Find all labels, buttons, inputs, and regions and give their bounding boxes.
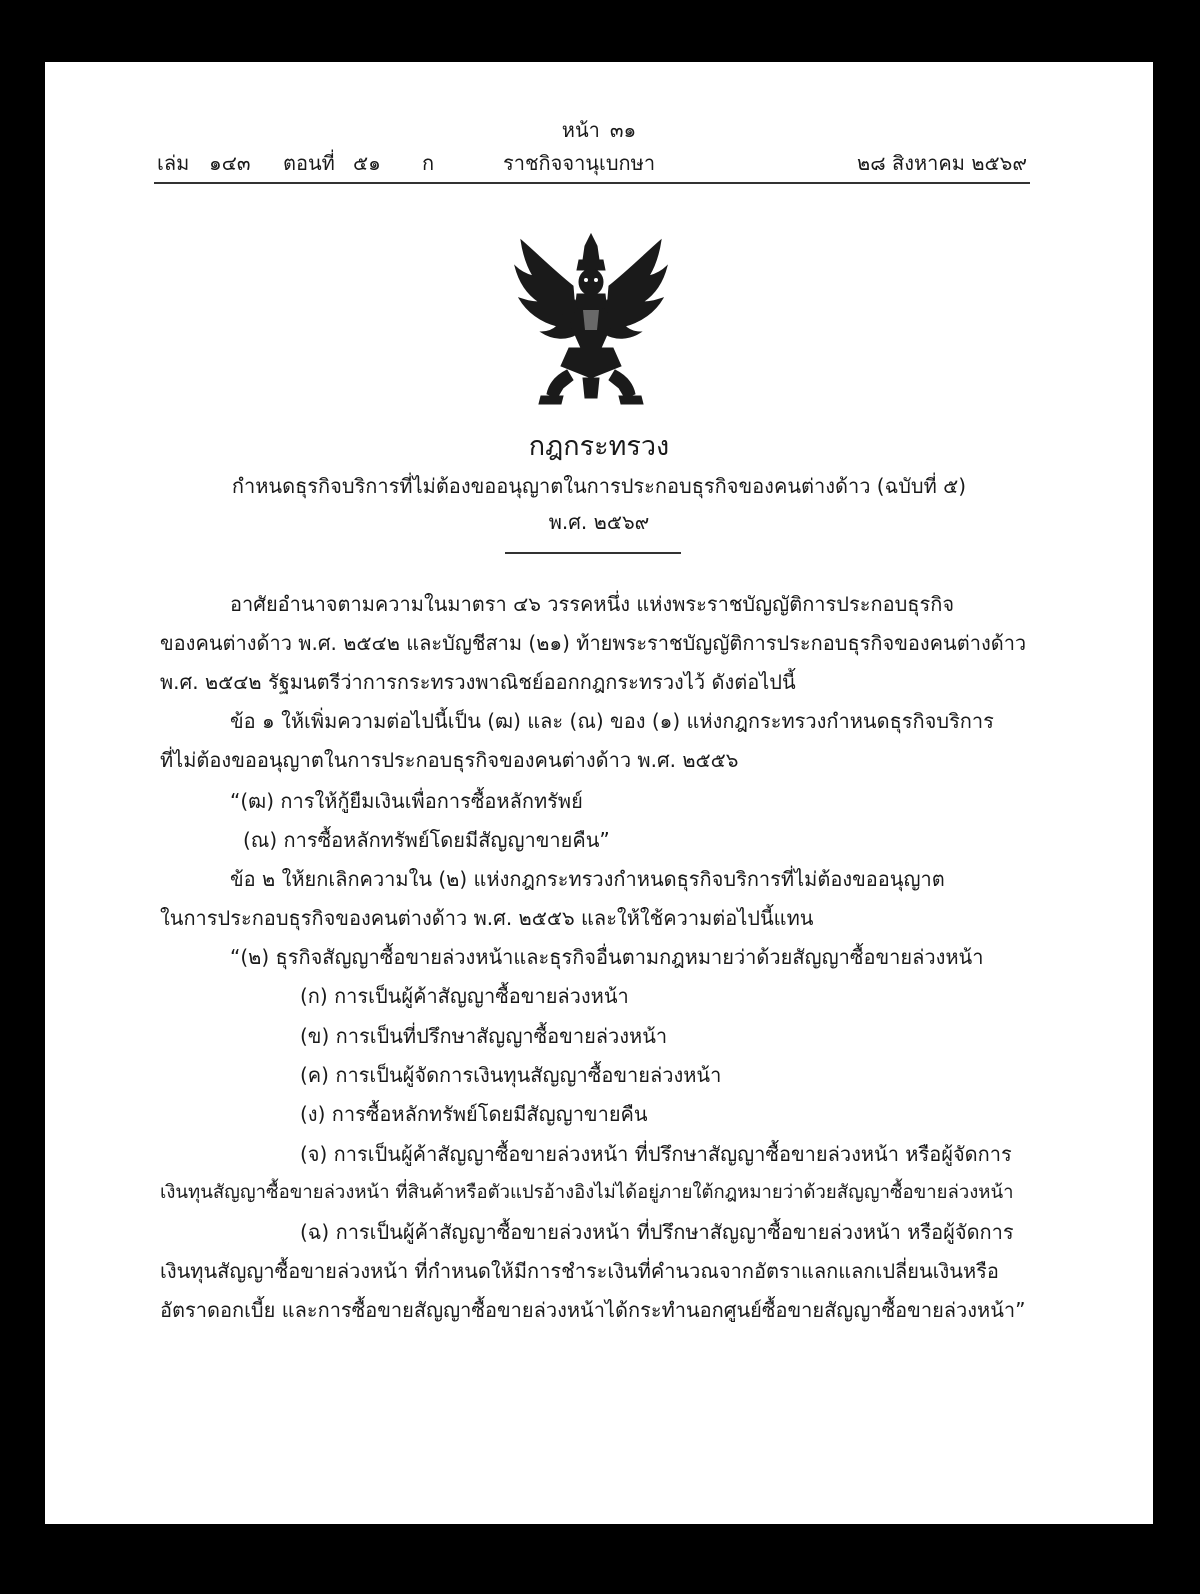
document-subtitle: กำหนดธุรกิจบริการที่ไม่ต้องขออนุญาตในการประกอบธุรกิจของคนต่างด้าว (ฉบับที่ ๕)	[231, 474, 967, 498]
body-line: ข้อ ๑ ให้เพิ่มความต่อไปนี้เป็น (ฒ) และ (ณ) ของ (๑) แห่งกฎกระทรวงกำหนดธุรกิจบริการ	[230, 709, 994, 733]
body-line: (ข) การเป็นที่ปรึกษาสัญญาซื้อขายล่วงหน้า	[300, 1024, 668, 1048]
body-line: “(๒) ธุรกิจสัญญาซื้อขายล่วงหน้าและธุรกิจอื่นตามกฎหมายว่าด้วยสัญญาซื้อขายล่วงหน้า	[230, 945, 984, 969]
gazette-page	[45, 62, 1153, 1524]
volume-label: เล่ม	[157, 151, 190, 175]
document-year: พ.ศ. ๒๕๖๙	[548, 510, 650, 534]
body-line: อาศัยอำนาจตามความในมาตรา ๔๖ วรรคหนึ่ง แห่งพระราชบัญญัติการประกอบธุรกิจ	[230, 592, 955, 616]
gazette-date: ๒๘ สิงหาคม ๒๕๖๙	[857, 151, 1027, 175]
body-line: เงินทุนสัญญาซื้อขายล่วงหน้า ที่กำหนดให้มีการชำระเงินที่คำนวณจากอัตราแลกแลกเปลี่ยนเงินหรือ	[160, 1259, 999, 1283]
body-line: (ค) การเป็นผู้จัดการเงินทุนสัญญาซื้อขายล่วงหน้า	[300, 1063, 722, 1087]
page-label: หน้า	[561, 118, 600, 142]
body-line: ในการประกอบธุรกิจของคนต่างด้าว พ.ศ. ๒๕๕๖ และให้ใช้ความต่อไปนี้แทน	[160, 906, 814, 930]
page-number-header	[45, 117, 1153, 143]
body-line: เงินทุนสัญญาซื้อขายล่วงหน้า ที่สินค้าหรือตัวแปรอ้างอิงไม่ได้อยู่ภายใต้กฎหมายว่าด้วยสัญญาซื้อขายล่วงหน้า	[160, 1182, 1014, 1203]
document-title: กฎกระทรวง	[528, 431, 670, 462]
header-divider	[154, 182, 1030, 184]
title-divider	[505, 552, 681, 554]
body-line: พ.ศ. ๒๕๔๒ รัฐมนตรีว่าการกระทรวงพาณิชย์ออกกฎกระทรวงไว้ ดังต่อไปนี้	[160, 670, 796, 694]
body-line: (ฉ) การเป็นผู้ค้าสัญญาซื้อขายล่วงหน้า ที่ปรึกษาสัญญาซื้อขายล่วงหน้า หรือผู้จัดการ	[300, 1220, 1014, 1244]
garuda-emblem-icon	[513, 230, 669, 408]
body-line: “(ฒ) การให้กู้ยืมเงินเพื่อการซื้อหลักทรัพย์	[230, 789, 583, 813]
body-line: ข้อ ๒ ให้ยกเลิกความใน (๒) แห่งกฎกระทรวงกำหนดธุรกิจบริการที่ไม่ต้องขออนุญาต	[230, 867, 945, 891]
body-line: อัตราดอกเบี้ย และการซื้อขายสัญญาซื้อขายล่วงหน้าได้กระทำนอกศูนย์ซื้อขายสัญญาซื้อขายล่วงหน้า”	[160, 1298, 1026, 1322]
body-line: (จ) การเป็นผู้ค้าสัญญาซื้อขายล่วงหน้า ที่ปรึกษาสัญญาซื้อขายล่วงหน้า หรือผู้จัดการ	[300, 1142, 1012, 1166]
issue-label: ตอนที่	[283, 151, 335, 175]
gazette-header-line	[157, 149, 1027, 177]
body-line: ของคนต่างด้าว พ.ศ. ๒๕๔๒ และบัญชีสาม (๒๑) ท้ายพระราชบัญญัติการประกอบธุรกิจของคนต่างด้าว	[160, 631, 1027, 655]
body-line: ที่ไม่ต้องขออนุญาตในการประกอบธุรกิจของคนต่างด้าว พ.ศ. ๒๕๕๖	[160, 748, 739, 772]
gazette-name: ราชกิจจานุเบกษา	[503, 151, 656, 175]
page-number: ๓๑	[609, 118, 637, 142]
issue-section: ก	[422, 151, 435, 175]
body-line: (ง) การซื้อหลักทรัพย์โดยมีสัญญาขายคืน	[300, 1102, 648, 1126]
issue-number: ๕๑	[353, 151, 381, 175]
body-line: (ก) การเป็นผู้ค้าสัญญาซื้อขายล่วงหน้า	[300, 984, 629, 1008]
volume-number: ๑๔๓	[209, 151, 251, 175]
body-line: (ณ) การซื้อหลักทรัพย์โดยมีสัญญาขายคืน”	[243, 828, 610, 852]
